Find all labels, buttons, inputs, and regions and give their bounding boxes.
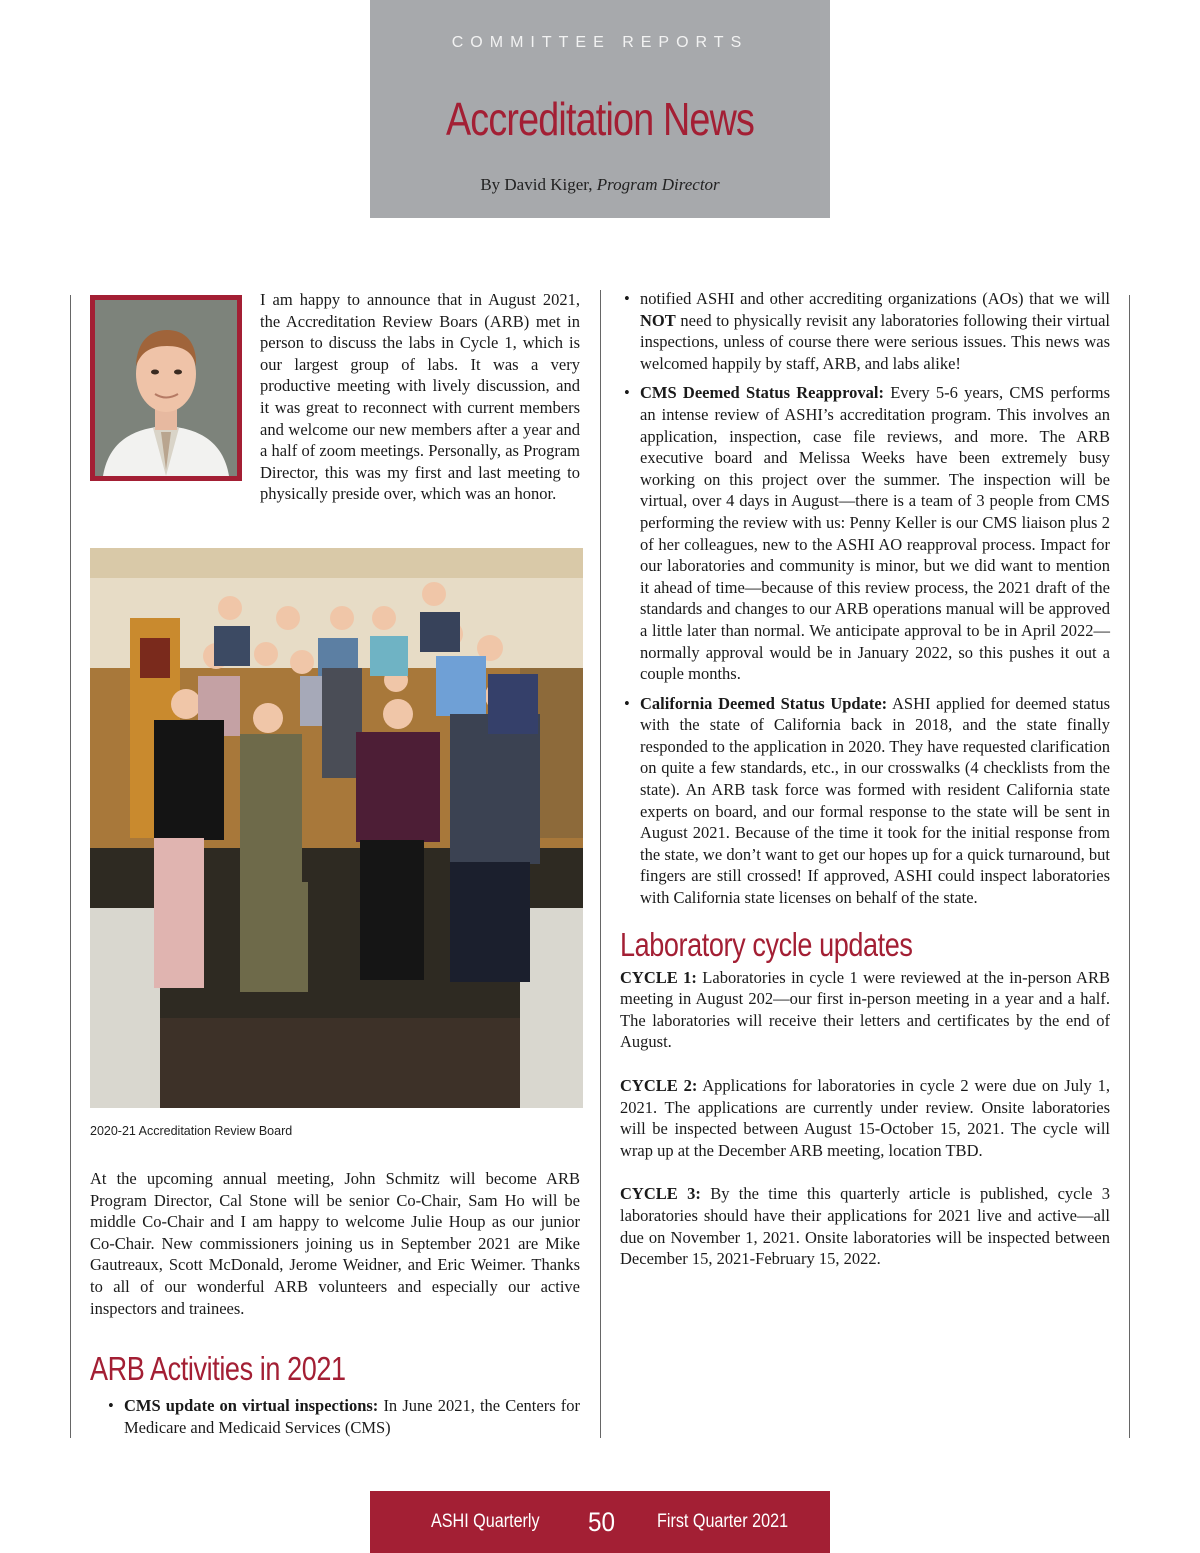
cycle-1-label: CYCLE 1: — [620, 967, 697, 987]
activities-list-more — [620, 382, 1110, 908]
author-portrait — [90, 295, 242, 481]
cycle-1-paragraph — [620, 967, 1110, 1053]
right-outer-rule — [1129, 295, 1130, 1438]
footer-publication: ASHI Quarterly — [431, 1511, 540, 1532]
bullet-title: California Deemed Status Update: — [640, 693, 888, 713]
bullet-text: notified ASHI and other accrediting organizations (AOs) that we will — [640, 289, 1110, 308]
bullet-title: CMS Deemed Status Reapproval: — [640, 383, 884, 403]
left-outer-rule — [70, 295, 71, 1438]
page-number: 50 — [588, 1507, 616, 1537]
bullet-text: ASHI applied for deemed status with the state of California back in 2018, and the state finally responded to the application in 2020. They have requested clarification on quite a few standards, etc., in our crosswalks (4 checklists from the state). An ARB task force was formed with resident California state experts on board, and our formal response to the state will be sent in August 2021. Because of the time it took for the initial response from the state, we don’t want to get our hopes up for a quick turnaround, but fingers are still crossed! If approved, ASHI could inspect laboratories with California state licenses on behalf of the state. — [640, 693, 1110, 908]
emphasis-not: NOT — [640, 310, 676, 330]
group-photo-icon — [90, 548, 583, 1108]
page-title: Accreditation News — [445, 93, 755, 145]
left-column-lower — [90, 1168, 580, 1438]
cycle-3-label: CYCLE 3: — [620, 1184, 701, 1204]
activities-list-continued — [620, 288, 1110, 374]
list-item — [624, 382, 1110, 684]
bullet-text: In June 2021, the Centers for Medicare and Medicaid Services (CMS) — [124, 1396, 581, 1437]
cycle-heading: Laboratory cycle updates — [620, 925, 913, 963]
list-item — [624, 693, 1110, 909]
header-banner — [370, 0, 830, 218]
cycle-2-text: Applications for laboratories in cycle 2 were due on July 1, 2021. The applications are currently under review. Onsite laboratories will be inspected between August 15-October 15, 2021. The cycle will wrap up at the December ARB meeting, location TBD. — [620, 1076, 1110, 1160]
bullet-text: Every 5-6 years, CMS performs an intense review of ASHI’s accreditation program. This involves an application, inspection, case file reviews, and more. The ARB executive board and Melissa Weeks have been extremely busy working on this project over the summer. The inspection will be virtual, over 4 days in August—there is a team of 3 people from CMS performing the review with us: Penny Keller is our CMS liaison plus 2 of her colleagues, new to the ASHI AO reapproval process. Impact for our laboratories and community is minor, but we did want to mention it ahead of time—because of this review process, the 2021 draft of the standards and changes to our ARB operations manual will be approved a little later than normal. We anticipate approval to be in April 2022—normally approval would be in January 2022, so this pushes it out a couple months. — [640, 383, 1111, 684]
center-rule — [600, 290, 601, 1438]
footer-issue: First Quarter 2021 — [657, 1511, 789, 1532]
left-column-intro — [90, 289, 580, 505]
page-footer — [370, 1491, 830, 1553]
photo-caption: 2020-21 Accreditation Review Board — [90, 1124, 293, 1138]
cycle-1-text: Laboratories in cycle 1 were reviewed at the in-person ARB meeting in August 202—our first in-person meeting in a year and a half. The laboratories will receive their letters and certificates by the end of August. — [620, 967, 1110, 1052]
cycle-2-label: CYCLE 2: — [620, 1076, 698, 1095]
section-label: COMMITTEE REPORTS — [451, 34, 749, 51]
right-column — [620, 288, 1110, 1270]
cycle-3-text: By the time this quarterly article is published, cycle 3 laboratories should have their applications for 2021 live and active—all due on November 1, 2021. Onsite laboratories will be inspected between December 15, 2021-February 15, 2022. — [620, 1184, 1110, 1269]
author-photo-icon — [95, 300, 237, 476]
group-photo — [90, 548, 583, 1108]
list-item — [108, 1395, 580, 1438]
bullet-text: need to physically revisit any laboratories following their virtual inspections, unless of course there were serious issues. This news was welcomed happily by staff, ARB, and labs alike! — [640, 310, 1110, 373]
cycle-3-paragraph — [620, 1183, 1110, 1269]
cycle-2-paragraph — [620, 1075, 1110, 1161]
activities-heading: ARB Activities in 2021 — [90, 1350, 346, 1388]
bullet-title: CMS update on virtual inspections: — [124, 1396, 379, 1416]
byline-author: By David Kiger, — [480, 175, 597, 194]
byline — [370, 175, 830, 195]
appointments-paragraph: At the upcoming annual meeting, John Schmitz will become ARB Program Director, Cal Stone will be senior Co-Chair, Sam Ho will be middle Co-Chair and I am happy to welcome Julie Houp as our junior Co-Chair. New commissioners joining us in September 2021 are Mike Gautreaux, Scott McDonald, Jerome Weidner, and Eric Weimer. Thanks to all of our wonderful ARB volunteers and especially our active inspectors and trainees. — [90, 1169, 580, 1318]
activities-list — [90, 1395, 580, 1438]
intro-paragraph: I am happy to announce that in August 2021, the Accreditation Review Boars (ARB) met in person to discuss the labs in Cycle 1, which is our largest group of labs. It was a very productive meeting with lively discussion, and it was great to reconnect with current members and welcome our new members after a year and a half of zoom meetings. Personally, as Program Director, this was my first and last meeting to physically preside over, which was an honor. — [260, 290, 580, 504]
byline-role: Program Director — [596, 175, 720, 194]
list-item-continued — [624, 288, 1110, 374]
